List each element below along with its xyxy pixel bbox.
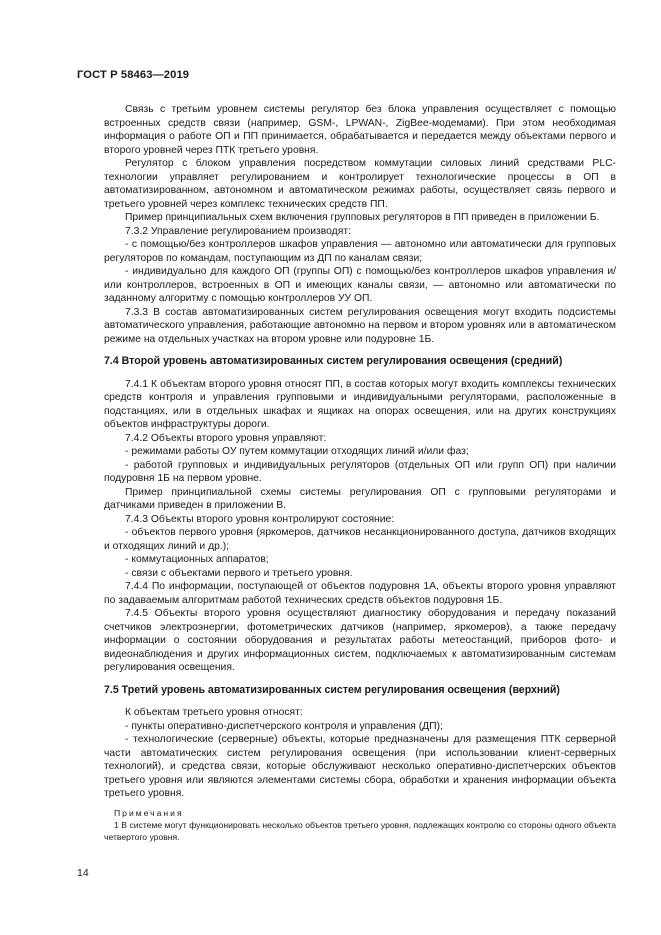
- paragraph: Связь с третьим уровнем системы регулятор без блока управления осуществляет с помощью встроенных средств связи (например, GSM-, LPWAN-, ZigBee-модемами). При этом необходимая информация о работе ОП и ПП принимается, обрабатывается и передается между объектами первого и второго уровней через ПТК третьего уровня.: [104, 104, 616, 156]
- list-item: - индивидуально для каждого ОП (группы ОП) с помощью/без контроллеров шкафов управления и/или контроллеров, встроенных в ОП и имеющих каналы связи, — автономно или автоматически по заданному алгоритму с помощью контроллеров УУ ОП.: [104, 266, 616, 304]
- paragraph: К объектам третьего уровня относят:: [125, 707, 303, 718]
- document-body: [104, 103, 616, 843]
- section-heading-7-5: 7.5 Третий уровень автоматизированных систем регулирования освещения (верхний): [104, 683, 560, 696]
- paragraph: 7.4.5 Объекты второго уровня осуществляют диагностику оборудования и передачу показаний счетчиков электроэнергии, фотометрических датчиков (например, яркомеров), а также передачу информации о состоянии оборудования и результатах работы метеостанций, приборов фото- и видеонаблюдения и других информационных систем, подключаемых к автоматизированным системам регулирования освещения.: [104, 608, 616, 673]
- list-item: - связи с объектами первого и третьего уровня.: [125, 567, 353, 579]
- paragraph: Пример принципиальных схем включения групповых регуляторов в ПП приведен в приложении Б.: [125, 212, 600, 223]
- paragraph: 7.3.2 Управление регулированием производят:: [125, 225, 351, 237]
- paragraph: Пример принципиальной схемы системы регулирования ОП с групповыми регуляторами и датчиками приведен в приложении В.: [104, 486, 616, 511]
- paragraph: 7.4.4 По информации, поступающей от объектов подуровня 1А, объекты второго уровня управляют по задаваемым алгоритмам работой технических средств объектов подуровня 1Б.: [104, 581, 616, 606]
- note-item: 1 В системе могут функционировать несколько объектов третьего уровня, подлежащих контролю со стороны одного объекта четвертого уровня.: [104, 819, 616, 842]
- paragraph: 7.4.2 Объекты второго уровня управляют:: [125, 432, 327, 444]
- paragraph: 7.4.3 Объекты второго уровня контролируют состояние:: [125, 513, 395, 525]
- paragraph: 7.3.3 В состав автоматизированных систем регулирования освещения могут входить подсистемы автоматического управления, работающие автономно на первом и втором уровнях или в автоматическом режиме на отдельных участках на втором уровне или подуровне 1Б.: [104, 306, 616, 345]
- notes-block: [104, 807, 616, 843]
- list-item: - работой групповых и индивидуальных регуляторов (отдельных ОП или групп ОП) при наличии подуровня 1Б на первом уровне.: [104, 459, 616, 484]
- list-item: - режимами работы ОУ путем коммутации отходящих линий и/или фаз;: [125, 446, 469, 457]
- notes-title: Примечания: [114, 807, 184, 818]
- list-item: - пункты оперативно-диспетчерского контроля и управления (ДП);: [125, 720, 443, 732]
- section-heading-7-4: 7.4 Второй уровень автоматизированных систем регулирования освещения (средний): [104, 355, 563, 367]
- list-item: - объектов первого уровня (яркомеров, датчиков несанкционированного доступа, датчиков входящих и отходящих линий и др.);: [104, 527, 616, 552]
- list-item: - с помощью/без контроллеров шкафов управления — автономно или автоматически для групповых регуляторов по командам, поступающим из ДП по каналам связи;: [104, 239, 616, 264]
- document-header: ГОСТ Р 58463—2019: [77, 69, 190, 81]
- page-number: 14: [77, 867, 89, 879]
- paragraph: Регулятор с блоком управления посредством коммутации силовых линий средствами PLC-технологии управляет регулированием и контролирует технологические процессы в ОП в автоматизированном, автономном и автоматическом режимах работы, осуществляет связь первого и третьего уровней через комплекс технических средств ПП.: [104, 158, 616, 210]
- paragraph: 7.4.1 К объектам второго уровня относят ПП, в состав которых могут входить комплексы технических средств контроля и управления групповыми и индивидуальными регуляторами, расположенные в подстанциях, или в отдельных шкафах и ящиках на опорах освещения, или на других конструкциях объектов инфраструктуры дороги.: [104, 378, 616, 430]
- list-item: - коммутационных аппаратов;: [125, 554, 269, 565]
- list-item: - технологические (серверные) объекты, которые предназначены для размещения ПТК серверной части автоматических систем регулирования освещения (при использовании клиент-серверных технологий), и средства связи, которые обслуживают несколько оперативно-диспетчерских объектов третьего уровня или являются элементами системы сбора, обработки и хранения информации объекта третьего уровня.: [104, 734, 616, 799]
